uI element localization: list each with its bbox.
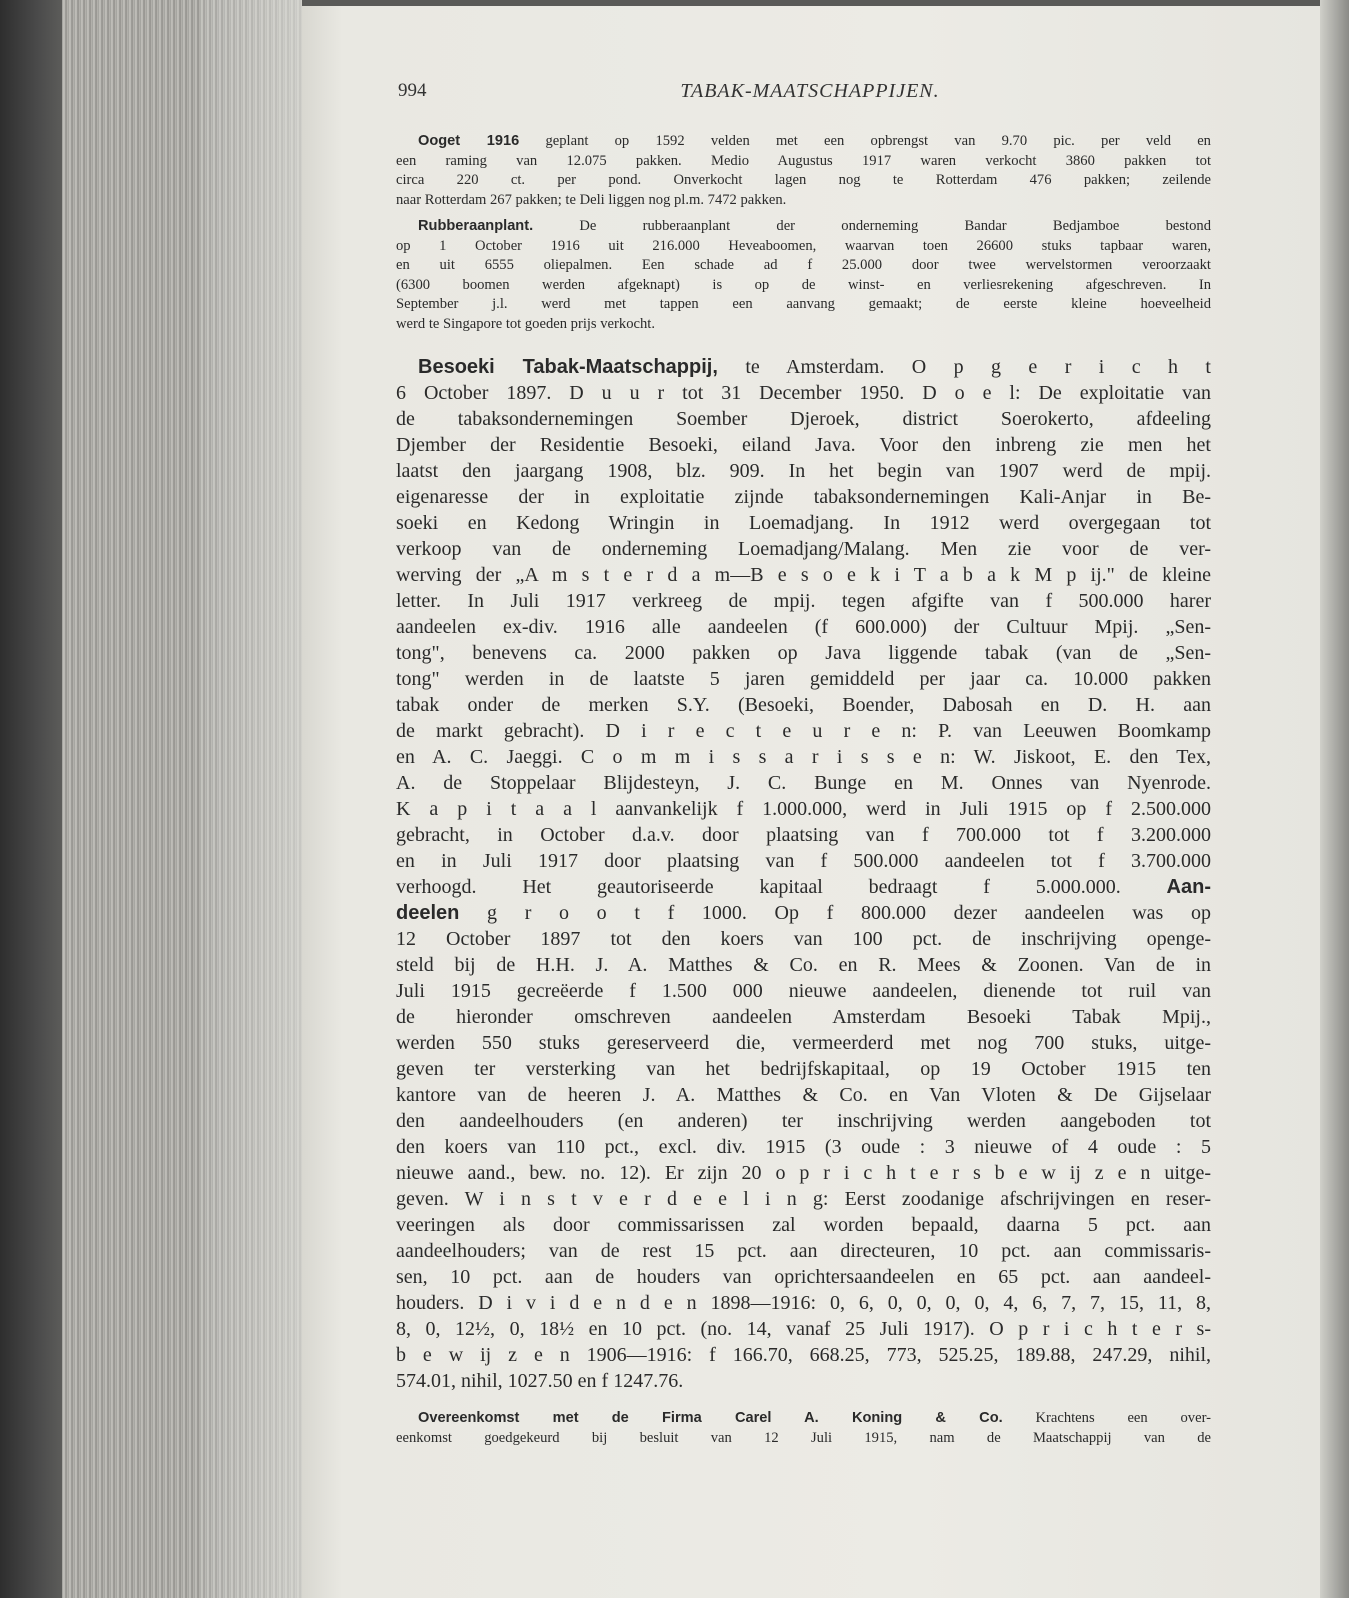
text-line — [396, 1409, 1211, 1429]
text-run: g r o o t f 1000. Op f 800.000 dezer aandeelen was op — [459, 902, 1211, 924]
text-run: aandeelen ex-div. 1916 alle aandeelen (f 600.000) der Cultuur Mpij. „Sen- — [396, 616, 1211, 638]
text-line — [396, 1429, 1211, 1449]
text-run: tabak onder de merken S.Y. (Besoeki, Boender, Dabosah en D. H. aan — [396, 694, 1211, 716]
text-run: en uit 6555 oliepalmen. Een schade ad f 25.000 door twee wervelstormen veroorzaakt — [396, 257, 1211, 274]
text-run: Krachtens een over- — [1002, 1410, 1211, 1426]
text-run: De rubberaanplant der onderneming Bandar Bedjamboe bestond — [533, 218, 1211, 234]
text-line — [396, 1368, 1211, 1394]
text-line — [396, 614, 1211, 640]
text-line — [396, 848, 1211, 874]
text-run: geplant op 1592 velden met een opbrengst van 9.70 pic. per veld en — [519, 133, 1211, 149]
text-run: kantore van de heeren J. A. Matthes & Co. en Van Vloten & De Gijselaar — [396, 1084, 1211, 1106]
text-line — [396, 1238, 1211, 1264]
text-line — [396, 484, 1211, 510]
text-run: eigenaresse der in exploitatie zijnde tabaksondernemingen Kali-Anjar in Be- — [396, 486, 1211, 508]
text-run: 12 October 1897 tot den koers van 100 pct. de inschrijving openge- — [396, 928, 1211, 950]
text-line — [396, 718, 1211, 744]
paragraph-rubberaanplant — [396, 217, 1211, 335]
text-run: en A. C. Jaeggi. C o m m i s s a r i s s e n: W. Jiskoot, E. den Tex, — [396, 746, 1211, 768]
page-number: 994 — [398, 80, 427, 101]
paragraph-overeenkomst — [396, 1409, 1211, 1448]
text-run: gebracht, in October d.a.v. door plaatsing van f 700.000 tot f 3.200.000 — [396, 824, 1211, 846]
text-line — [396, 315, 1211, 335]
bold-heading: deelen — [396, 902, 460, 924]
text-run: veeringen als door commissarissen zal worden bepaald, daarna 5 pct. aan — [396, 1214, 1211, 1236]
text-line — [396, 276, 1211, 296]
text-run: K a p i t a a l aanvankelijk f 1.000.000, werd in Juli 1915 op f 2.500.000 — [396, 798, 1211, 820]
text-run: de hieronder omschreven aandeelen Amsterdam Besoeki Tabak Mpij., — [396, 1006, 1211, 1028]
text-run: te Amsterdam. O p g e r i c h t — [717, 356, 1211, 378]
text-run: tong" werden in de laatste 5 jaren gemiddeld per jaar ca. 10.000 pakken — [396, 668, 1211, 690]
text-line — [396, 432, 1211, 458]
text-line — [396, 900, 1211, 926]
text-line — [396, 191, 1211, 211]
text-line — [396, 588, 1211, 614]
bold-heading: Aan- — [1166, 876, 1211, 898]
text-run: laatst den jaargang 1908, blz. 909. In het begin van 1907 werd de mpij. — [396, 460, 1211, 482]
text-line — [396, 406, 1211, 432]
text-line — [396, 952, 1211, 978]
text-line — [396, 666, 1211, 692]
text-line — [396, 692, 1211, 718]
text-run: b e w ij z e n 1906—1916: f 166.70, 668.25, 773, 525.25, 189.88, 247.29, nihil, — [396, 1344, 1211, 1366]
text-line — [396, 1056, 1211, 1082]
book-spine-edge — [0, 0, 62, 1598]
text-line — [396, 1342, 1211, 1368]
text-run: naar Rotterdam 267 pakken; te Deli liggen nog pl.m. 7472 pakken. — [396, 191, 787, 208]
text-run: Juli 1915 gecreëerde f 1.500 000 nieuwe aandeelen, dienende tot ruil van — [396, 980, 1211, 1002]
text-run: geven. W i n s t v e r d e e l i n g: Eerst zoodanige afschrijvingen en reser- — [396, 1188, 1211, 1210]
text-line — [396, 295, 1211, 315]
text-line — [396, 1212, 1211, 1238]
text-line — [396, 458, 1211, 484]
text-run: de tabaksondernemingen Soember Djeroek, district Soerokerto, afdeeling — [396, 408, 1211, 430]
text-line — [396, 1108, 1211, 1134]
bold-heading: Besoeki Tabak-Maatschappij, — [418, 356, 718, 378]
text-line — [396, 1264, 1211, 1290]
text-run: de markt gebracht). D i r e c t e u r e n: P. van Leeuwen Boomkamp — [396, 720, 1211, 742]
text-run: een raming van 12.075 pakken. Medio Augustus 1917 waren verkocht 3860 pakken tot — [396, 152, 1211, 169]
text-run: sen, 10 pct. aan de houders van oprichtersaandeelen en 65 pct. aan aandeel- — [396, 1266, 1211, 1288]
bold-heading: Ooget 1916 — [418, 133, 520, 149]
text-run: 6 October 1897. D u u r tot 31 December 1950. D o e l: De exploitatie van — [396, 382, 1211, 404]
text-run: eenkomst goedgekeurd bij besluit van 12 Juli 1915, nam de Maatschappij van de — [396, 1429, 1211, 1446]
running-title: TABAK-MAATSCHAPPIJEN. — [680, 80, 940, 102]
text-run: letter. In Juli 1917 verkreeg de mpij. tegen afgifte van f 500.000 harer — [396, 590, 1211, 612]
text-line — [396, 926, 1211, 952]
bold-heading: Rubberaanplant. — [418, 218, 534, 234]
text-line — [396, 1030, 1211, 1056]
text-run: nieuwe aand., bew. no. 12). Er zijn 20 o p r i c h t e r s b e w ij z e n uitge- — [396, 1162, 1211, 1184]
text-run: verkoop van de onderneming Loemadjang/Malang. Men zie voor de ver- — [396, 538, 1211, 560]
text-line — [396, 1004, 1211, 1030]
text-run: verhoogd. Het geautoriseerde kapitaal bedraagt f 5.000.000. — [396, 876, 1167, 898]
text-run: en in Juli 1917 door plaatsing van f 500.000 aandeelen tot f 3.700.000 — [396, 850, 1211, 872]
text-run: werving der „A m s t e r d a m—B e s o e k i T a b a k M p ij." de kleine — [396, 564, 1211, 586]
right-edge — [1320, 0, 1349, 1598]
text-line — [396, 132, 1211, 152]
text-line — [396, 978, 1211, 1004]
text-run: Djember der Residentie Besoeki, eiland Java. Voor den inbreng zie men het — [396, 434, 1211, 456]
text-run: werden 550 stuks gereserveerd die, vermeerderd met nog 700 stuks, uitge- — [396, 1032, 1211, 1054]
text-line — [396, 822, 1211, 848]
text-line — [396, 380, 1211, 406]
text-run: 8, 0, 12½, 0, 18½ en 10 pct. (no. 14, vanaf 25 Juli 1917). O p r i c h t e r s- — [396, 1318, 1211, 1340]
text-line — [396, 770, 1211, 796]
text-run: op 1 October 1916 uit 216.000 Heveaboomen, waarvan toen 26600 stuks tapbaar waren, — [396, 237, 1211, 254]
text-run: 574.01, nihil, 1027.50 en f 1247.76. — [396, 1370, 684, 1392]
text-line — [396, 874, 1211, 900]
text-line — [396, 171, 1211, 191]
text-line — [396, 1160, 1211, 1186]
text-run: den aandeelhouders (en anderen) ter inschrijving werden aangeboden tot — [396, 1110, 1211, 1132]
text-run: (6300 boomen werden afgeknapt) is op de winst- en verliesrekening afgeschreven. In — [396, 276, 1211, 293]
text-line — [396, 510, 1211, 536]
text-line — [396, 256, 1211, 276]
text-line — [396, 640, 1211, 666]
text-line — [396, 536, 1211, 562]
text-run: A. de Stoppelaar Blijdesteyn, J. C. Bunge en M. Onnes van Nyenrode. — [396, 772, 1211, 794]
paragraph-besoeki-tabak — [396, 354, 1211, 1394]
text-line — [396, 1186, 1211, 1212]
text-run: den koers van 110 pct., excl. div. 1915 (3 oude : 3 nieuwe of 4 oude : 5 — [396, 1136, 1211, 1158]
text-run: steld bij de H.H. J. A. Matthes & Co. en R. Mees & Zoonen. Van de in — [396, 954, 1211, 976]
text-run: soeki en Kedong Wringin in Loemadjang. In 1912 werd overgegaan tot — [396, 512, 1211, 534]
text-line — [396, 354, 1211, 380]
text-run: September j.l. werd met tappen een aanvang gemaakt; de eerste kleine hoeveelheid — [396, 296, 1211, 313]
paragraph-ooget — [396, 132, 1211, 210]
text-line — [396, 562, 1211, 588]
text-line — [396, 217, 1211, 237]
text-line — [396, 1134, 1211, 1160]
text-line — [396, 744, 1211, 770]
text-run: werd te Singapore tot goeden prijs verkocht. — [396, 315, 655, 332]
text-run: geven ter versterking van het bedrijfskapitaal, op 19 October 1915 ten — [396, 1058, 1211, 1080]
text-line — [396, 1290, 1211, 1316]
text-run: aandeelhouders; van de rest 15 pct. aan directeuren, 10 pct. aan commissaris- — [396, 1240, 1211, 1262]
text-line — [396, 152, 1211, 172]
text-line — [396, 1082, 1211, 1108]
bold-heading: Overeenkomst met de Firma Carel A. Koning & Co. — [418, 1410, 1003, 1426]
page-stack-edges — [62, 0, 302, 1598]
text-line — [396, 237, 1211, 257]
text-run: houders. D i v i d e n d e n 1898—1916: 0, 6, 0, 0, 0, 0, 4, 6, 7, 7, 15, 11, 8, — [396, 1292, 1211, 1314]
text-line — [396, 796, 1211, 822]
text-line — [396, 1316, 1211, 1342]
text-run: tong", benevens ca. 2000 pakken op Java liggende tabak (van de „Sen- — [396, 642, 1211, 664]
text-run: circa 220 ct. per pond. Onverkocht lagen nog te Rotterdam 476 pakken; zeilende — [396, 172, 1211, 189]
